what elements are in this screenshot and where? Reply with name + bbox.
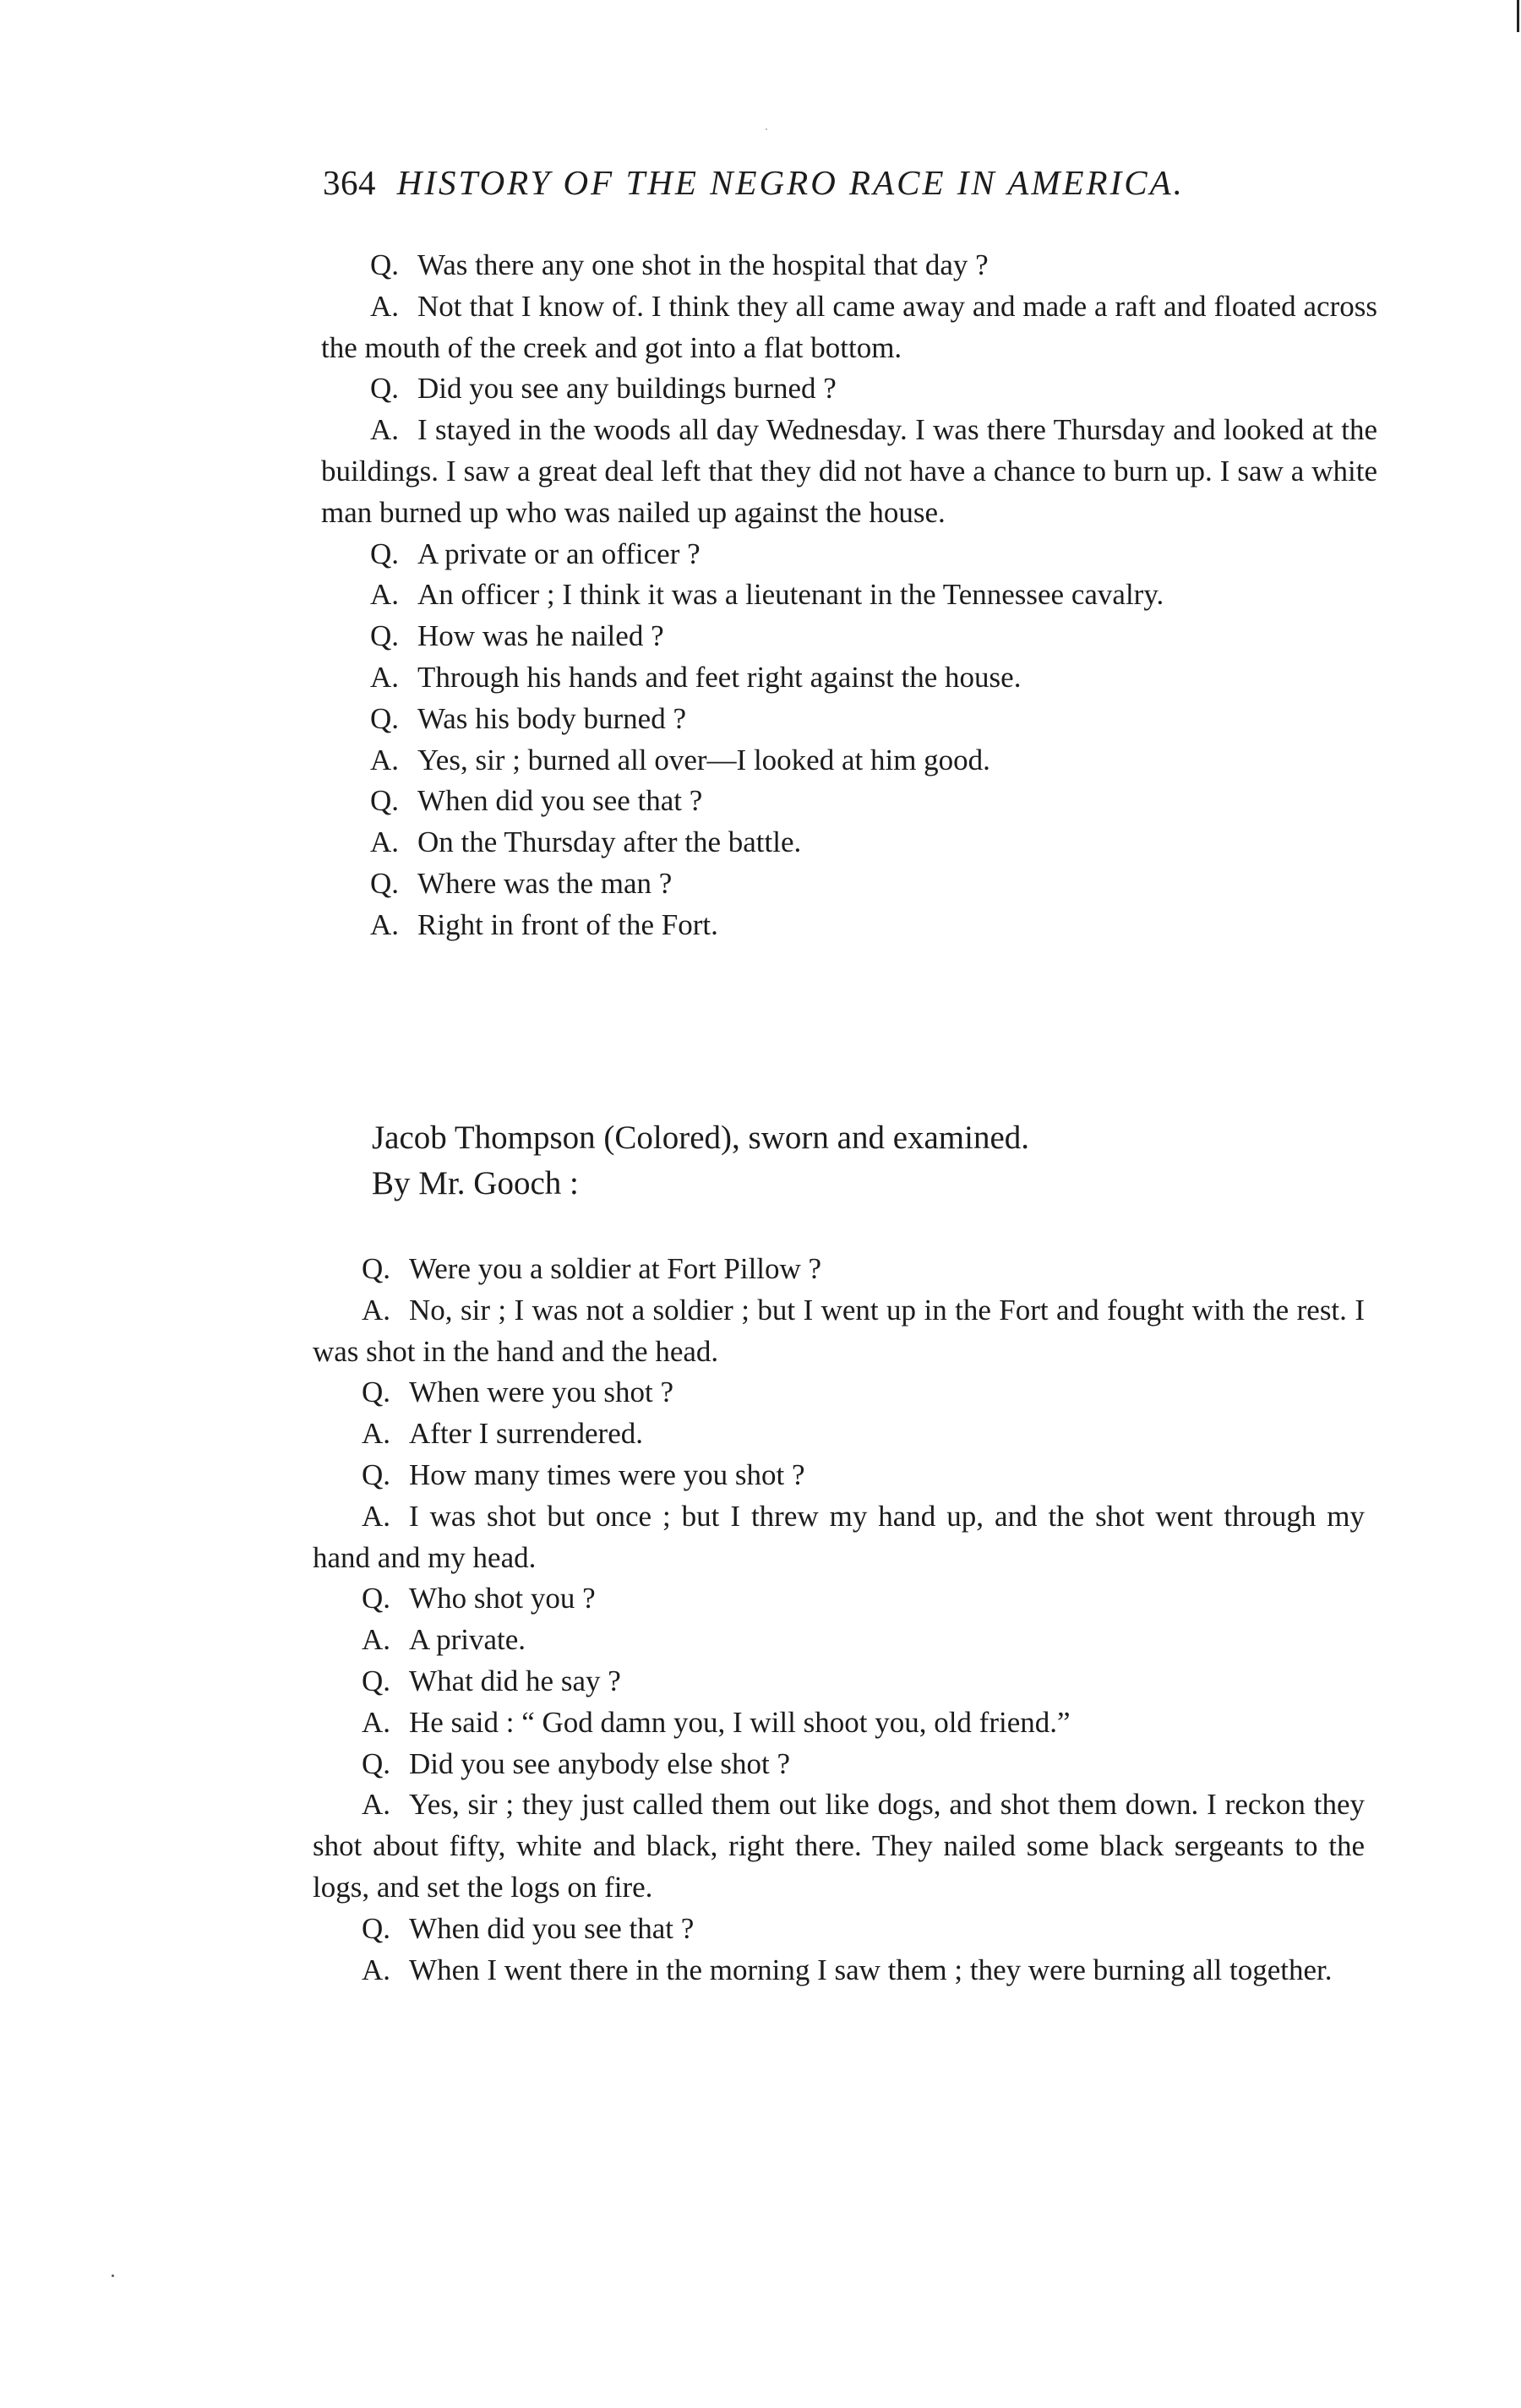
speaker-label: A. bbox=[370, 578, 400, 612]
qa-paragraph bbox=[313, 1578, 1365, 1620]
speaker-label: Q. bbox=[362, 1252, 391, 1285]
qa-text: When did you see that ? bbox=[409, 1911, 695, 1945]
qa-paragraph bbox=[321, 410, 1377, 533]
qa-paragraph bbox=[321, 368, 1377, 410]
speaker-label: Q. bbox=[362, 1911, 391, 1945]
speaker-label: A. bbox=[370, 825, 400, 859]
speaker-label: A. bbox=[370, 413, 400, 447]
qa-text: I was shot but once ; but I threw my hand up, and the shot went through my hand and my head. bbox=[313, 1499, 1365, 1574]
speaker-label: Q. bbox=[370, 866, 400, 900]
qa-text: Did you see anybody else shot ? bbox=[409, 1746, 791, 1780]
speaker-label: Q. bbox=[370, 537, 400, 570]
speaker-label: Q. bbox=[370, 372, 400, 406]
qa-text: Through his hands and feet right against the house. bbox=[417, 660, 1022, 694]
qa-text: An officer ; I think it was a lieutenant in the Tennessee cavalry. bbox=[417, 578, 1164, 612]
speaker-label: A. bbox=[370, 743, 400, 776]
speaker-label: Q. bbox=[370, 701, 400, 735]
testimony-block-2 bbox=[313, 1249, 1365, 1991]
qa-text: Was there any one shot in the hospital that day ? bbox=[417, 248, 989, 281]
qa-paragraph bbox=[321, 575, 1377, 616]
speaker-label: A. bbox=[370, 289, 400, 323]
qa-text: Did you see any buildings burned ? bbox=[417, 372, 837, 406]
qa-text: When were you shot ? bbox=[409, 1376, 673, 1409]
qa-text: A private or an officer ? bbox=[417, 537, 701, 570]
speaker-label: Q. bbox=[362, 1582, 391, 1615]
page-edge-line bbox=[1517, 0, 1519, 32]
qa-paragraph bbox=[321, 822, 1377, 864]
qa-text: No, sir ; I was not a soldier ; but I went up in the Fort and fought with the rest. I was shot in the hand and the head. bbox=[313, 1293, 1365, 1368]
qa-paragraph bbox=[313, 1496, 1365, 1579]
speaker-label: Q. bbox=[362, 1457, 391, 1491]
qa-text: Was his body burned ? bbox=[417, 701, 686, 735]
speck bbox=[112, 2275, 114, 2277]
speaker-label: A. bbox=[362, 1623, 391, 1657]
qa-text: When I went there in the morning I saw them ; they were burning all together. bbox=[409, 1953, 1333, 1986]
qa-paragraph bbox=[313, 1290, 1365, 1373]
speck bbox=[766, 128, 767, 130]
testimony-block-1 bbox=[321, 245, 1377, 946]
speaker-label: Q. bbox=[362, 1664, 391, 1697]
qa-paragraph bbox=[321, 781, 1377, 822]
running-title: HISTORY OF THE NEGRO RACE IN AMERICA. bbox=[396, 163, 1185, 202]
qa-paragraph bbox=[321, 740, 1377, 782]
qa-paragraph bbox=[313, 1661, 1365, 1702]
qa-paragraph bbox=[313, 1414, 1365, 1455]
qa-text: Where was the man ? bbox=[417, 866, 673, 900]
speaker-label: A. bbox=[362, 1499, 391, 1533]
speaker-label: A. bbox=[370, 660, 400, 694]
qa-text: He said : “ God damn you, I will shoot you, old friend.” bbox=[409, 1705, 1071, 1739]
qa-text: When did you see that ? bbox=[417, 784, 703, 818]
speaker-label: A. bbox=[362, 1788, 391, 1822]
page-number: 364 bbox=[323, 163, 376, 202]
qa-text: On the Thursday after the battle. bbox=[417, 825, 802, 859]
witness-heading-block bbox=[372, 1115, 1386, 1207]
qa-paragraph bbox=[313, 1249, 1365, 1290]
qa-paragraph bbox=[321, 245, 1377, 286]
speaker-label: Q. bbox=[362, 1376, 391, 1409]
speaker-label: A. bbox=[362, 1417, 391, 1451]
qa-text: Were you a soldier at Fort Pillow ? bbox=[409, 1252, 822, 1285]
qa-text: How was he nailed ? bbox=[417, 619, 664, 653]
qa-paragraph bbox=[313, 1620, 1365, 1661]
qa-text: How many times were you shot ? bbox=[409, 1457, 805, 1491]
page-header bbox=[323, 162, 1379, 213]
speaker-label: A. bbox=[370, 907, 400, 941]
qa-paragraph bbox=[321, 616, 1377, 657]
speaker-label: A. bbox=[362, 1705, 391, 1739]
examiner-line: By Mr. Gooch : bbox=[372, 1165, 579, 1201]
qa-paragraph bbox=[321, 864, 1377, 905]
qa-paragraph bbox=[313, 1744, 1365, 1785]
speaker-label: A. bbox=[362, 1293, 391, 1327]
qa-paragraph bbox=[313, 1784, 1365, 1908]
speaker-label: Q. bbox=[370, 619, 400, 653]
speaker-label: Q. bbox=[370, 784, 400, 818]
qa-paragraph bbox=[313, 1455, 1365, 1496]
qa-paragraph bbox=[313, 1372, 1365, 1414]
qa-paragraph bbox=[321, 534, 1377, 575]
witness-heading: Jacob Thompson (Colored), sworn and examined. bbox=[372, 1120, 1030, 1156]
qa-text: Yes, sir ; burned all over—I looked at him good. bbox=[417, 743, 990, 776]
qa-text: After I surrendered. bbox=[409, 1417, 643, 1451]
qa-text: Right in front of the Fort. bbox=[417, 907, 718, 941]
qa-paragraph bbox=[321, 286, 1377, 369]
qa-text: Yes, sir ; they just called them out like dogs, and shot them down. I reckon they shot about fifty, white and black, right there. They nailed some black sergeants to the logs, and set the logs on fire. bbox=[313, 1788, 1365, 1904]
qa-paragraph bbox=[313, 1909, 1365, 1950]
qa-paragraph bbox=[321, 657, 1377, 699]
speaker-label: A. bbox=[362, 1953, 391, 1986]
qa-paragraph bbox=[313, 1950, 1365, 1991]
qa-text: What did he say ? bbox=[409, 1664, 621, 1697]
qa-text: Not that I know of. I think they all came away and made a raft and floated across the mouth of the creek and got into a flat bottom. bbox=[321, 289, 1377, 364]
qa-text: A private. bbox=[409, 1623, 526, 1657]
speaker-label: Q. bbox=[362, 1746, 391, 1780]
qa-paragraph bbox=[321, 699, 1377, 740]
qa-paragraph bbox=[313, 1702, 1365, 1744]
qa-paragraph bbox=[321, 905, 1377, 946]
qa-text: Who shot you ? bbox=[409, 1582, 596, 1615]
qa-text: I stayed in the woods all day Wednesday. I was there Thursday and looked at the buildings. I saw a great deal left that they did not have a chance to burn up. I saw a white man burned up who was nailed up against the house. bbox=[321, 413, 1377, 529]
speaker-label: Q. bbox=[370, 248, 400, 281]
